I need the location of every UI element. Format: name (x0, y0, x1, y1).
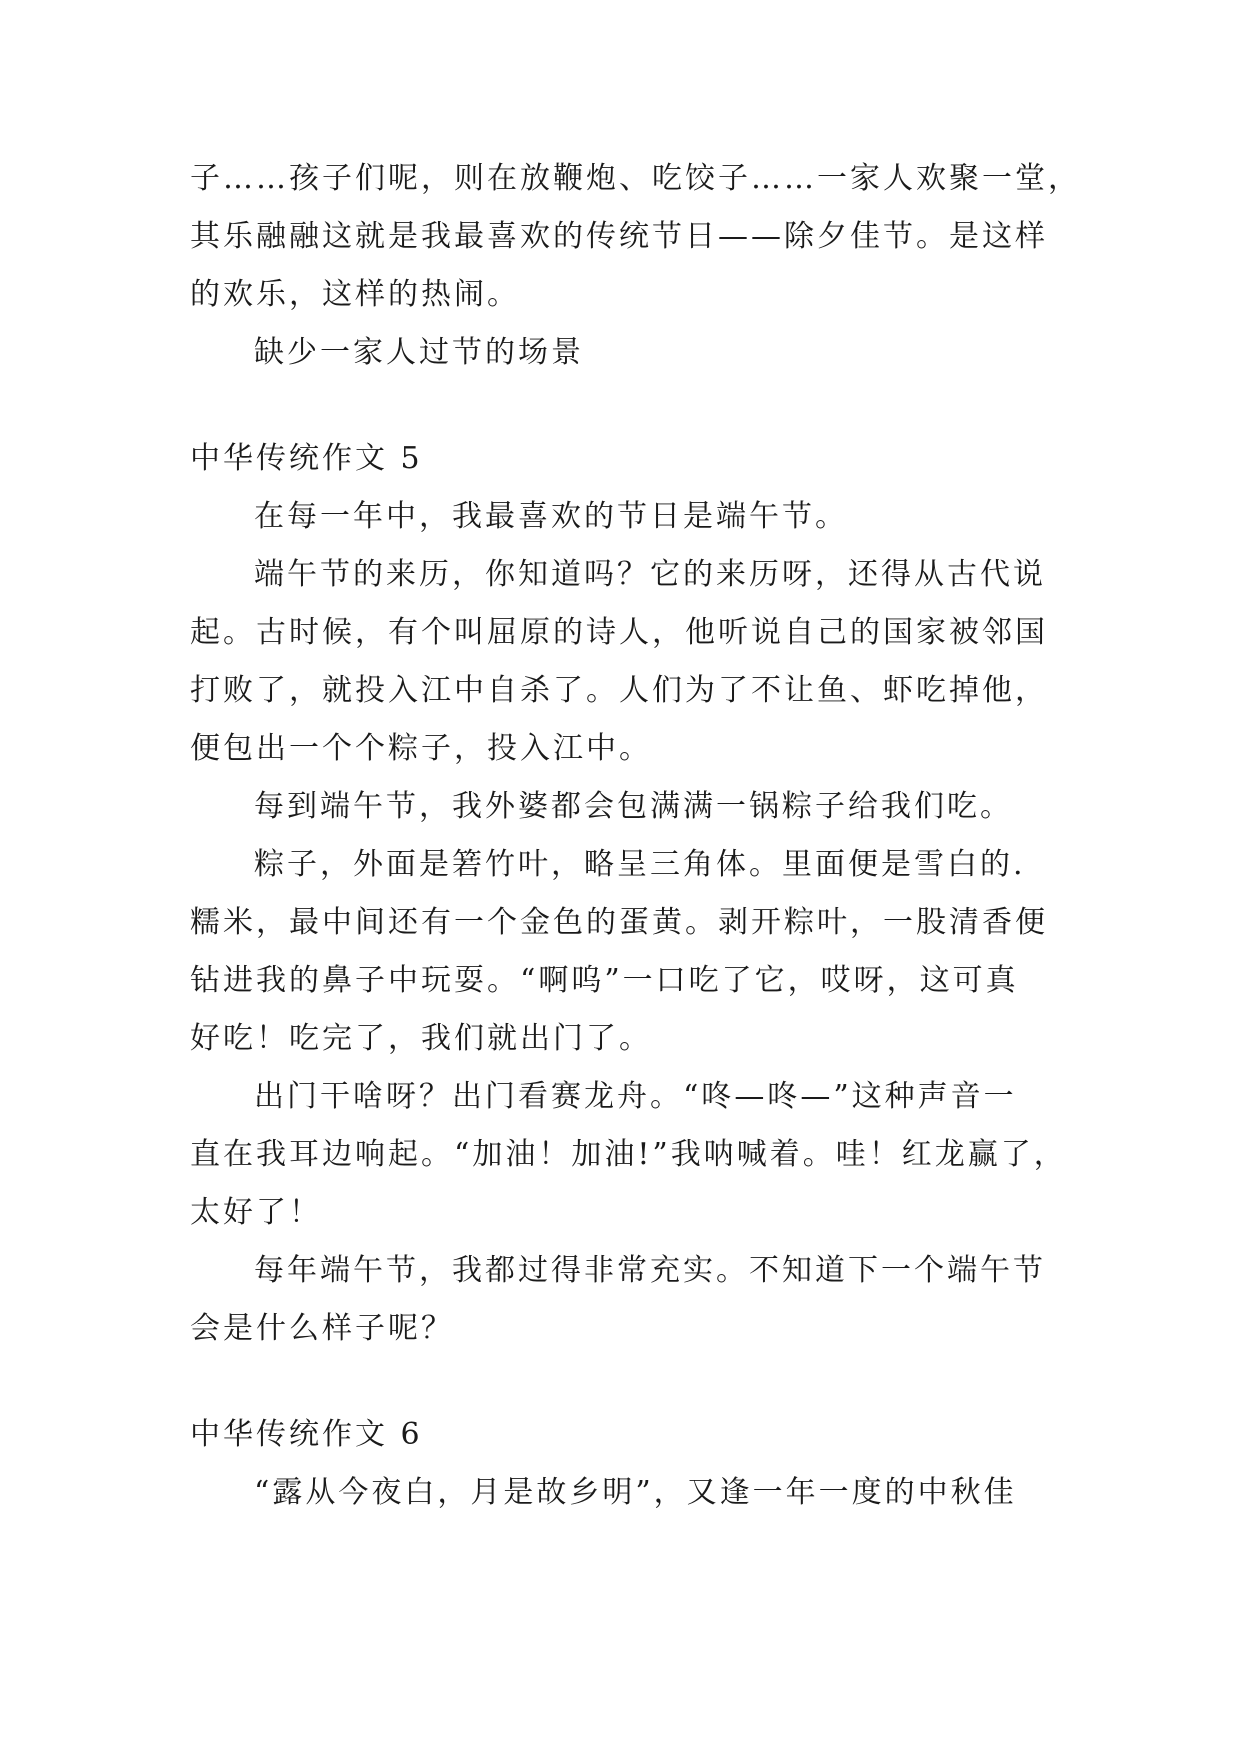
text-line: 缺少一家人过节的场景 (254, 335, 584, 370)
text-line: 钻进我的鼻子中玩耍。“啊呜”一口吃了它，哎呀，这可真 (190, 963, 1019, 998)
paragraph (190, 836, 1060, 1068)
text-line: 粽子，外面是箬竹叶，略呈三角体。里面便是雪白的. (254, 847, 1026, 882)
text-line: 糯米，最中间还有一个金色的蛋黄。剥开粽叶，一股清香便 (190, 905, 1048, 940)
text-line: 出门干啥呀？出门看赛龙舟。“咚—咚—”这种声音一 (254, 1079, 1017, 1114)
paragraph (190, 1464, 1060, 1522)
text-line: 在每一年中，我最喜欢的节日是端午节。 (254, 499, 848, 534)
text-line: 每年端午节，我都过得非常充实。不知道下一个端午节 (254, 1253, 1046, 1288)
text-line: 便包出一个个粽子，投入江中。 (190, 731, 652, 766)
paragraph (190, 778, 1060, 836)
text-line: 好吃！吃完了，我们就出门了。 (190, 1021, 652, 1056)
paragraph (190, 488, 1060, 546)
text-line: 打败了，就投入江中自杀了。人们为了不让鱼、虾吃掉他， (190, 673, 1048, 708)
text-line: 的欢乐，这样的热闹。 (190, 277, 520, 312)
text-line: “露从今夜白，月是故乡明”，又逢一年一度的中秋佳 (254, 1475, 1017, 1510)
text-line: 每到端午节，我外婆都会包满满一锅粽子给我们吃。 (254, 789, 1013, 824)
text-line: 太好了！ (190, 1195, 322, 1230)
text-line: 会是什么样子呢？ (190, 1311, 454, 1346)
text-line: 直在我耳边响起。“加油！加油!”我呐喊着。哇！红龙赢了， (190, 1137, 1067, 1172)
section-title: 中华传统作文 6 (190, 1417, 423, 1452)
section-gap (190, 1358, 1060, 1406)
text-line: 起。古时候，有个叫屈原的诗人，他听说自己的国家被邻国 (190, 615, 1048, 650)
document-page (190, 150, 1081, 1522)
text-line: 其乐融融这就是我最喜欢的传统节日——除夕佳节。是这样 (190, 219, 1048, 254)
section-6 (190, 1406, 1060, 1522)
paragraph (190, 1068, 1067, 1242)
section-title: 中华传统作文 5 (190, 441, 423, 476)
text-line: 子……孩子们呢，则在放鞭炮、吃饺子……一家人欢聚一堂， (190, 161, 1081, 196)
intro-paragraph (190, 150, 1081, 382)
text-line: 端午节的来历，你知道吗？它的来历呀，还得从古代说 (254, 557, 1046, 592)
paragraph (190, 546, 1060, 778)
section-5 (190, 430, 1067, 1358)
section-gap (190, 382, 1060, 430)
paragraph (190, 1242, 1060, 1358)
